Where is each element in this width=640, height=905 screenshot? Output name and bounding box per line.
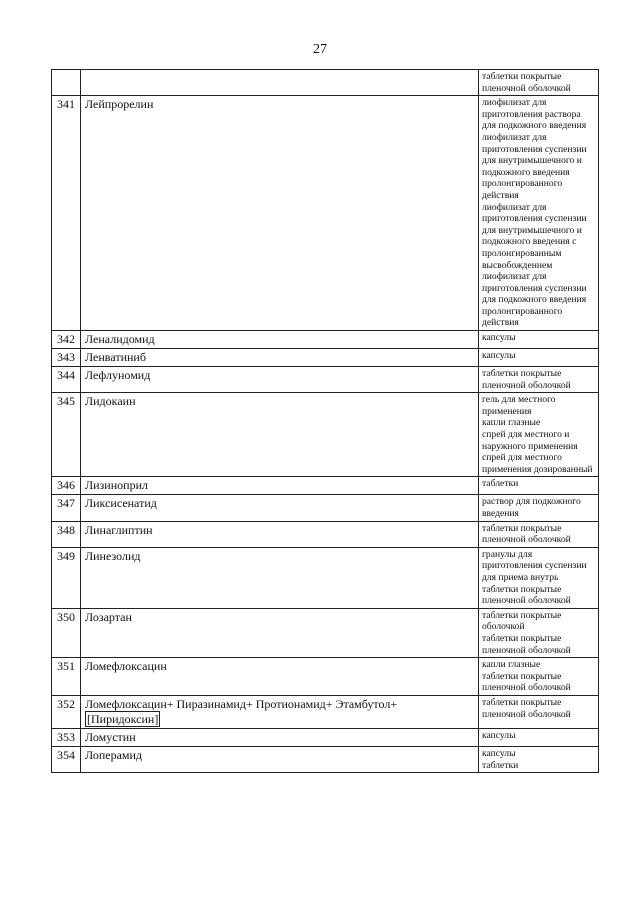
dosage-forms-cell xyxy=(479,495,599,521)
drug-name: Линаглиптин xyxy=(85,522,153,537)
row-number: 347 xyxy=(52,495,81,521)
table-row xyxy=(52,608,599,657)
drug-name-cell xyxy=(81,495,479,521)
row-number: 352 xyxy=(52,695,81,728)
row-number: 354 xyxy=(52,746,81,772)
dosage-form: таблетки покрытые пленочной оболочкой xyxy=(482,71,571,94)
table-row xyxy=(52,495,599,521)
drug-name-cell xyxy=(81,96,479,331)
drug-name: Ликсисенатид xyxy=(85,496,157,511)
dosage-forms-cell xyxy=(479,477,599,495)
drug-name: Ломустин xyxy=(85,729,136,744)
dosage-forms-cell xyxy=(479,367,599,393)
dosage-form: спрей для местного применения дозированный xyxy=(482,452,593,475)
dosage-form: лиофилизат для приготовления суспензии для подкожного введения пролонгированного действия xyxy=(482,271,587,329)
drug-name-cell xyxy=(81,728,479,746)
table-row xyxy=(52,393,599,477)
table-row xyxy=(52,521,599,547)
drug-name: Линезолид xyxy=(85,548,141,563)
dosage-form: таблетки покрытые пленочной оболочкой xyxy=(482,583,571,607)
table-row xyxy=(52,477,599,495)
table-row xyxy=(52,746,599,772)
dosage-form: гель для местного применения xyxy=(482,394,556,417)
dosage-form: капсулы xyxy=(482,350,516,362)
table-row xyxy=(52,367,599,393)
dosage-forms-cell xyxy=(479,608,599,657)
row-number: 345 xyxy=(52,393,81,477)
dosage-form: капсулы xyxy=(482,729,516,741)
dosage-form: капли глазные xyxy=(482,659,541,671)
row-number: 348 xyxy=(52,521,81,547)
dosage-form: лиофилизат для приготовления суспензии для внутримышечного и подкожного введения пролонгированного действия xyxy=(482,131,587,201)
dosage-forms-cell xyxy=(479,746,599,772)
table-row xyxy=(52,547,599,608)
table-row xyxy=(52,728,599,746)
dosage-form: таблетки xyxy=(482,759,519,771)
drug-name: Лефлуномид xyxy=(85,368,151,383)
table-row xyxy=(52,70,599,96)
dosage-forms-cell xyxy=(479,331,599,349)
page-number: 27 xyxy=(313,42,327,57)
table-row xyxy=(52,349,599,367)
dosage-form: таблетки покрытые пленочной оболочкой xyxy=(482,696,571,720)
dosage-form: таблетки покрытые пленочной оболочкой xyxy=(482,368,571,391)
row-number: 350 xyxy=(52,608,81,657)
row-number: 349 xyxy=(52,547,81,608)
drug-name-cell xyxy=(81,658,479,696)
row-number: 341 xyxy=(52,96,81,331)
dosage-forms-cell xyxy=(479,349,599,367)
table-row xyxy=(52,658,599,696)
dosage-form: капсулы xyxy=(482,747,516,759)
drug-name-cell xyxy=(81,608,479,657)
drug-name-cell xyxy=(81,331,479,349)
dosage-forms-cell xyxy=(479,70,599,96)
dosage-form: лиофилизат для приготовления суспензии для внутримышечного и подкожного введения с пролонгированным высвобожденнем xyxy=(482,201,587,271)
dosage-forms-cell xyxy=(479,96,599,331)
dosage-form: таблетки xyxy=(482,478,519,490)
drug-name: Лоперамид xyxy=(85,747,143,762)
drug-name-cell xyxy=(81,393,479,477)
table-row xyxy=(52,695,599,728)
dosage-forms-cell xyxy=(479,547,599,608)
drug-name: Ломефлоксацин xyxy=(85,659,167,674)
drug-name-cell xyxy=(81,695,479,728)
drug-name: Лидокаин xyxy=(85,394,136,409)
drug-name-cell xyxy=(81,521,479,547)
drug-name: Лозартан xyxy=(85,609,132,624)
dosage-forms-cell xyxy=(479,393,599,477)
drug-name: Лизиноприл xyxy=(85,478,148,493)
dosage-form: капсулы xyxy=(482,332,516,344)
drug-name: Леналидомид xyxy=(85,332,155,347)
dosage-form: капли глазные xyxy=(482,417,541,429)
drug-name: Ломефлоксацин+ Пиразинамид+ Протионамид+ Этамбутол+ xyxy=(85,696,398,711)
dosage-form: таблетки покрытые пленочной оболочкой xyxy=(482,632,571,656)
row-number: 346 xyxy=(52,477,81,495)
drug-name-cell xyxy=(81,367,479,393)
dosage-form: таблетки покрытые пленочной оболочкой xyxy=(482,670,571,694)
drug-name-cell xyxy=(81,547,479,608)
drug-name-cell xyxy=(81,746,479,772)
dosage-forms-cell xyxy=(479,521,599,547)
dosage-form: раствор для подкожного введения xyxy=(482,496,581,519)
drug-name-cell xyxy=(81,349,479,367)
dosage-forms-cell xyxy=(479,728,599,746)
dosage-forms-cell xyxy=(479,695,599,728)
row-number xyxy=(52,70,81,96)
drug-name-cell xyxy=(81,477,479,495)
row-number: 351 xyxy=(52,658,81,696)
dosage-forms-cell xyxy=(479,658,599,696)
row-number: 343 xyxy=(52,349,81,367)
row-number: 353 xyxy=(52,728,81,746)
drug-name: Лейпрорелин xyxy=(85,97,154,112)
dosage-form: таблетки покрытые оболочкой xyxy=(482,609,562,633)
drug-name-bracket: [Пиридоксин] xyxy=(87,711,159,726)
dosage-form: гранулы для приготовления суспензии для приема внутрь xyxy=(482,548,587,583)
dosage-form: спрей для местного и наружного применения xyxy=(482,429,578,452)
row-number: 344 xyxy=(52,367,81,393)
table-row xyxy=(52,96,599,331)
dosage-form: таблетки покрытые пленочной оболочкой xyxy=(482,522,571,546)
table-row xyxy=(52,331,599,349)
drug-name-cell xyxy=(81,70,479,96)
dosage-form: лиофилизат для приготовления раствора для подкожного введения xyxy=(482,97,587,132)
row-number: 342 xyxy=(52,331,81,349)
medication-table xyxy=(51,69,599,773)
drug-name: Ленватиниб xyxy=(85,350,146,365)
